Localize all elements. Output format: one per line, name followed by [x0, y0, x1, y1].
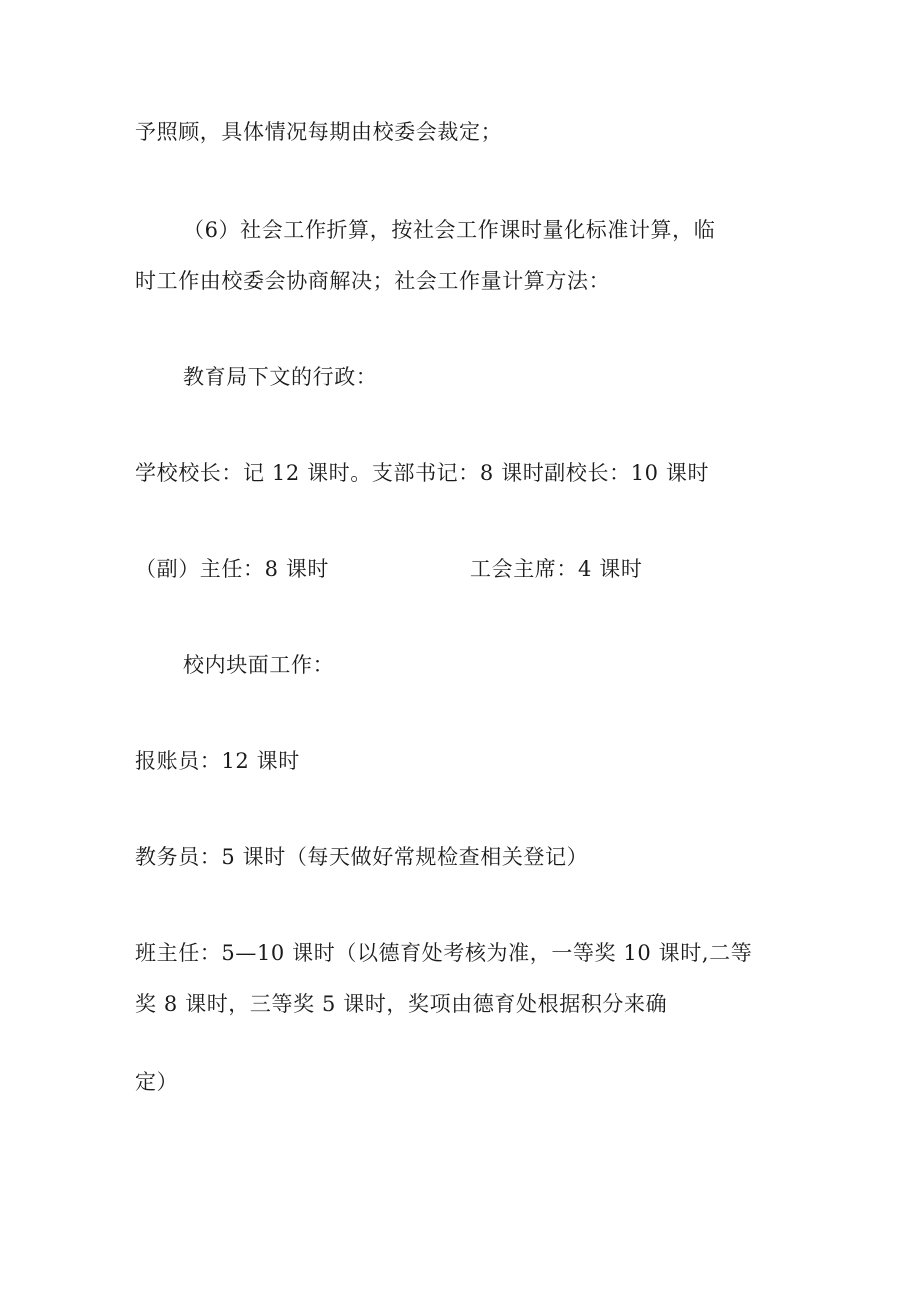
paragraph-line: （6）社会工作折算，按社会工作课时量化标准计算，临 — [183, 218, 716, 242]
paragraph-line: （副）主任：8 课时 — [135, 557, 330, 581]
paragraph-line: 教务员：5 课时（每天做好常规检查相关登记） — [135, 845, 589, 869]
section-heading: 教育局下文的行政： — [183, 365, 378, 389]
paragraph-line: 报账员：12 课时 — [135, 749, 300, 773]
paragraph-line: 工会主席：4 课时 — [470, 557, 643, 581]
paragraph-line: 予照顾，具体情况每期由校委会裁定； — [135, 120, 503, 144]
paragraph-line: 班主任：5—10 课时（以德育处考核为准，一等奖 10 课时,二等 — [135, 941, 753, 965]
paragraph-line: 学校校长：记 12 课时。支部书记：8 课时副校长：10 课时 — [135, 461, 710, 485]
paragraph-line: 奖 8 课时，三等奖 5 课时，奖项由德育处根据积分来确 — [135, 992, 668, 1016]
section-heading: 校内块面工作： — [183, 653, 335, 677]
paragraph-line: 时工作由校委会协商解决；社会工作量计算方法： — [135, 269, 611, 293]
paragraph-line: 定） — [135, 1070, 179, 1094]
